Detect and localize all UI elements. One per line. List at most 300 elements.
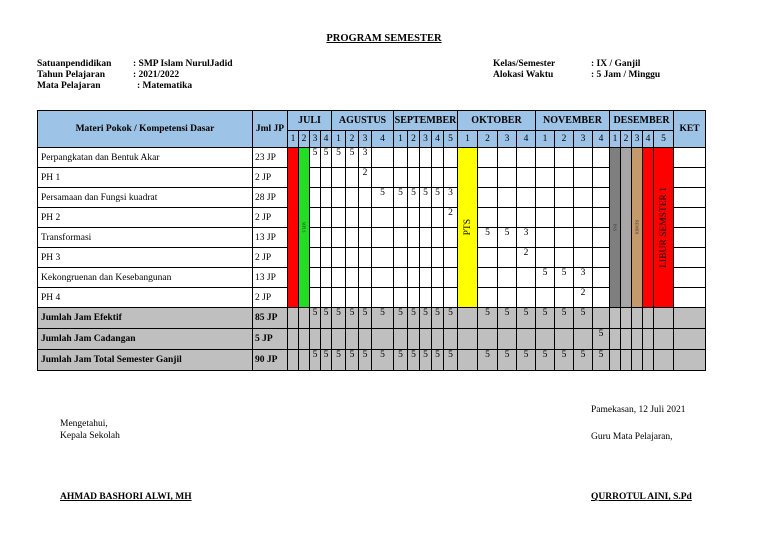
week-cell [517, 168, 536, 188]
week-cell [394, 228, 408, 248]
week-cell [332, 288, 346, 308]
week-header: 3 [420, 131, 432, 148]
week-cell [346, 168, 359, 188]
week-cell [444, 288, 458, 308]
week-cell [359, 228, 372, 248]
summary-week-cell: 5 [593, 350, 610, 371]
table-row [38, 248, 706, 268]
week-cell [420, 168, 432, 188]
week-cell [420, 148, 432, 168]
info-label: Alokasi Waktu [493, 70, 554, 80]
week-header: 3 [632, 131, 643, 148]
info-value: : SMP Islam NurulJadid [133, 59, 233, 69]
summary-week-cell: 5 [593, 329, 610, 350]
month-header-row [38, 111, 706, 131]
summary-week-cell [654, 308, 674, 329]
summary-week-cell: 5 [536, 308, 555, 329]
summary-week-cell: 5 [346, 350, 359, 371]
ket-cell [674, 228, 706, 248]
summary-week-cell [321, 329, 332, 350]
summary-label: Jumlah Jam Total Semester Ganjil [38, 350, 253, 371]
week-cell [555, 248, 574, 268]
week-header: 5 [444, 131, 458, 148]
week-header: 4 [321, 131, 332, 148]
summary-week-cell: 5 [498, 350, 517, 371]
info-right [493, 59, 660, 81]
summary-row [38, 350, 706, 371]
week-cell [346, 248, 359, 268]
summary-label: Jumlah Jam Cadangan [38, 329, 253, 350]
week-cell [498, 168, 517, 188]
summary-week-cell: 5 [332, 350, 346, 371]
week-cell [432, 208, 444, 228]
week-cell [420, 248, 432, 268]
week-header: 1 [610, 131, 621, 148]
week-header: 2 [408, 131, 420, 148]
month-header: AGUSTUS [332, 111, 394, 131]
week-cell [420, 288, 432, 308]
week-header: 5 [654, 131, 674, 148]
summary-week-cell [288, 308, 299, 329]
activity-column-yellow [458, 148, 478, 308]
week-header: 4 [432, 131, 444, 148]
week-cell [310, 288, 321, 308]
week-header: 2 [478, 131, 498, 148]
week-cell: 2 [517, 248, 536, 268]
week-cell [498, 248, 517, 268]
week-cell [321, 228, 332, 248]
summary-week-cell: 5 [420, 350, 432, 371]
summary-row [38, 308, 706, 329]
libur-label: LIBUR SEMSTER 1 [658, 187, 669, 268]
jml-cell: 2 JP [253, 208, 288, 228]
week-cell [498, 268, 517, 288]
week-cell [332, 208, 346, 228]
week-header: 1 [288, 131, 299, 148]
week-cell [517, 288, 536, 308]
week-cell [517, 188, 536, 208]
summary-week-cell: 5 [478, 308, 498, 329]
date-line: Pamekasan, 12 Juli 2021 [591, 405, 686, 415]
month-header: JULI [288, 111, 332, 131]
summary-week-cell [394, 329, 408, 350]
summary-ket-cell [674, 350, 706, 371]
summary-week-cell: 5 [346, 308, 359, 329]
week-cell [444, 248, 458, 268]
activity-column-green [299, 148, 310, 308]
week-cell [478, 168, 498, 188]
week-cell [332, 168, 346, 188]
week-cell [593, 208, 610, 228]
summary-week-cell [632, 350, 643, 371]
month-header: DESEMBER [610, 111, 674, 131]
week-cell [478, 148, 498, 168]
week-cell [372, 208, 394, 228]
summary-week-cell: 5 [498, 308, 517, 329]
right-signer-name: QURROTUL AINI, S.Pd [591, 492, 692, 502]
week-cell [574, 208, 593, 228]
week-cell [517, 208, 536, 228]
info-label: Mata Pelajaran [37, 81, 101, 91]
summary-week-cell [574, 329, 593, 350]
week-cell [321, 188, 332, 208]
week-cell: 5 [420, 188, 432, 208]
week-cell [310, 168, 321, 188]
materi-cell: Persamaan dan Fungsi kuadrat [38, 188, 253, 208]
materi-cell: PH 4 [38, 288, 253, 308]
pts-label: PTS [462, 219, 473, 236]
summary-week-cell: 5 [359, 350, 372, 371]
table-row [38, 268, 706, 288]
week-cell [321, 268, 332, 288]
week-cell: 5 [478, 228, 498, 248]
week-cell [593, 188, 610, 208]
jml-cell: 13 JP [253, 268, 288, 288]
summary-week-cell [632, 308, 643, 329]
summary-week-cell: 5 [517, 350, 536, 371]
week-cell [574, 188, 593, 208]
summary-week-cell [654, 329, 674, 350]
summary-week-cell: 5 [310, 308, 321, 329]
week-cell: 5 [408, 188, 420, 208]
week-header: 1 [332, 131, 346, 148]
jml-cell: 28 JP [253, 188, 288, 208]
week-cell [346, 208, 359, 228]
table-row [38, 148, 706, 168]
week-header: 2 [299, 131, 310, 148]
summary-week-cell: 5 [517, 308, 536, 329]
summary-week-cell: 5 [536, 350, 555, 371]
jml-cell: 2 JP [253, 168, 288, 188]
week-cell [408, 268, 420, 288]
summary-week-cell [288, 329, 299, 350]
week-cell [498, 188, 517, 208]
week-cell [536, 148, 555, 168]
ket-cell [674, 148, 706, 168]
table-row [38, 208, 706, 228]
jml-cell: 2 JP [253, 248, 288, 268]
week-cell [359, 288, 372, 308]
week-cell [593, 248, 610, 268]
week-cell [394, 248, 408, 268]
week-cell [555, 188, 574, 208]
week-cell [517, 268, 536, 288]
week-cell [408, 248, 420, 268]
ket-cell [674, 168, 706, 188]
week-cell [321, 208, 332, 228]
summary-label: Jumlah Jam Efektif [38, 308, 253, 329]
pas-label: PAS [612, 224, 618, 231]
week-header: 2 [346, 131, 359, 148]
week-cell [372, 288, 394, 308]
page-title: PROGRAM SEMESTER [326, 33, 442, 44]
week-cell [478, 268, 498, 288]
info-value: : 5 Jam / Minggu [591, 70, 661, 80]
week-cell [498, 208, 517, 228]
summary-week-cell [478, 329, 498, 350]
week-cell [346, 228, 359, 248]
summary-week-cell [643, 329, 654, 350]
materi-cell: Kekongruenan dan Kesebangunan [38, 268, 253, 288]
info-label: Tahun Pelajaran [37, 70, 106, 80]
jml-cell: 13 JP [253, 228, 288, 248]
week-cell: 2 [359, 168, 372, 188]
week-cell [432, 268, 444, 288]
summary-week-cell: 5 [372, 350, 394, 371]
left-line1: Mengetahui, [60, 419, 108, 429]
week-cell [332, 188, 346, 208]
summary-week-cell [643, 350, 654, 371]
week-cell [420, 268, 432, 288]
ket-cell [674, 188, 706, 208]
month-header: OKTOBER [458, 111, 536, 131]
week-cell [444, 268, 458, 288]
week-cell [555, 208, 574, 228]
week-cell [408, 288, 420, 308]
week-cell: 5 [432, 188, 444, 208]
week-cell [478, 188, 498, 208]
summary-week-cell [536, 329, 555, 350]
summary-week-cell: 5 [310, 350, 321, 371]
week-cell [536, 188, 555, 208]
summary-week-cell [632, 329, 643, 350]
summary-week-cell: 5 [420, 308, 432, 329]
summary-week-cell [458, 350, 478, 371]
week-cell: 5 [310, 148, 321, 168]
summary-week-cell: 5 [394, 350, 408, 371]
week-cell [394, 288, 408, 308]
week-cell: 5 [394, 188, 408, 208]
week-cell [310, 228, 321, 248]
summary-week-cell: 5 [555, 308, 574, 329]
week-cell [432, 228, 444, 248]
week-cell: 5 [332, 148, 346, 168]
summary-week-cell [288, 350, 299, 371]
summary-week-cell [654, 350, 674, 371]
jml-header: Jml JP [253, 111, 288, 148]
table-row [38, 228, 706, 248]
activity-column-red [643, 148, 654, 308]
week-cell [444, 228, 458, 248]
week-cell [408, 148, 420, 168]
week-cell [408, 208, 420, 228]
ket-header: KET [674, 111, 706, 148]
week-cell [432, 288, 444, 308]
summary-week-cell [420, 329, 432, 350]
summary-week-cell [621, 329, 632, 350]
summary-week-cell: 5 [359, 308, 372, 329]
week-cell [372, 168, 394, 188]
week-cell [555, 148, 574, 168]
week-cell [346, 268, 359, 288]
summary-week-cell: 5 [408, 350, 420, 371]
week-cell: 2 [444, 208, 458, 228]
week-header: 3 [574, 131, 593, 148]
week-cell [593, 228, 610, 248]
left-signature-block [60, 418, 120, 442]
week-header: 3 [310, 131, 321, 148]
summary-week-cell [346, 329, 359, 350]
summary-week-cell: 5 [574, 308, 593, 329]
week-cell [555, 288, 574, 308]
summary-jml: 5 JP [253, 329, 288, 350]
summary-week-cell [610, 329, 621, 350]
summary-week-cell [458, 308, 478, 329]
summary-week-cell [299, 350, 310, 371]
summary-week-cell: 5 [394, 308, 408, 329]
table-row [38, 168, 706, 188]
week-cell [444, 168, 458, 188]
week-cell [593, 288, 610, 308]
materi-cell: Perpangkatan dan Bentuk Akar [38, 148, 253, 168]
materi-cell: Transformasi [38, 228, 253, 248]
left-signer-name: AHMAD BASHORI ALWI, MH [60, 492, 192, 502]
week-cell: 5 [498, 228, 517, 248]
summary-week-cell [310, 329, 321, 350]
materi-header: Materi Pokok / Kompetensi Dasar [38, 111, 253, 148]
week-cell [498, 288, 517, 308]
week-cell [372, 268, 394, 288]
week-cell [498, 148, 517, 168]
activity-column-dgray [610, 148, 621, 308]
week-cell [432, 168, 444, 188]
week-cell [310, 268, 321, 288]
week-cell [536, 168, 555, 188]
week-cell: 5 [555, 268, 574, 288]
info-left [37, 59, 233, 92]
week-cell [372, 228, 394, 248]
table-row [38, 288, 706, 308]
summary-week-cell: 5 [372, 308, 394, 329]
summary-week-cell: 5 [321, 308, 332, 329]
week-cell [536, 208, 555, 228]
month-header: NOVEMBER [536, 111, 610, 131]
summary-ket-cell [674, 308, 706, 329]
week-cell [420, 228, 432, 248]
week-cell [593, 148, 610, 168]
week-cell [372, 148, 394, 168]
materi-cell: PH 1 [38, 168, 253, 188]
summary-week-cell [621, 350, 632, 371]
summary-week-cell [372, 329, 394, 350]
ket-cell [674, 288, 706, 308]
week-header: 1 [394, 131, 408, 148]
week-cell: 2 [574, 288, 593, 308]
week-cell [536, 248, 555, 268]
week-cell [359, 188, 372, 208]
activity-column-mgray [621, 148, 632, 308]
info-value: : Matematika [137, 81, 193, 91]
week-cell [536, 228, 555, 248]
week-cell: 5 [536, 268, 555, 288]
left-line2: Kepala Sekolah [60, 431, 120, 441]
activity-column-red [288, 148, 299, 308]
materi-cell: PH 2 [38, 208, 253, 228]
info-value: : IX / Ganjil [591, 59, 641, 69]
right-line: Guru Mata Pelajaran, [591, 432, 673, 442]
week-header: 3 [498, 131, 517, 148]
summary-week-cell: 5 [408, 308, 420, 329]
summary-week-cell: 5 [574, 350, 593, 371]
week-header: 4 [372, 131, 394, 148]
summary-week-cell [359, 329, 372, 350]
week-cell [359, 208, 372, 228]
week-cell [420, 208, 432, 228]
week-cell [536, 288, 555, 308]
info-label: Satuanpendidikan [37, 59, 112, 69]
ket-cell [674, 208, 706, 228]
week-cell [321, 168, 332, 188]
week-cell [332, 248, 346, 268]
week-cell [359, 248, 372, 268]
info-value: : 2021/2022 [133, 70, 180, 80]
summary-week-cell [458, 329, 478, 350]
week-cell [517, 148, 536, 168]
week-cell [310, 188, 321, 208]
week-cell [332, 268, 346, 288]
week-cell [574, 148, 593, 168]
week-header: 4 [517, 131, 536, 148]
summary-week-cell [610, 308, 621, 329]
week-cell [321, 288, 332, 308]
week-cell [408, 228, 420, 248]
week-cell [394, 148, 408, 168]
summary-week-cell: 5 [432, 308, 444, 329]
summary-week-cell [593, 308, 610, 329]
summary-jml: 90 JP [253, 350, 288, 371]
week-cell [408, 168, 420, 188]
week-header: 2 [621, 131, 632, 148]
week-cell [346, 288, 359, 308]
activity-column-red [654, 148, 674, 308]
week-cell [478, 288, 498, 308]
summary-week-cell: 5 [478, 350, 498, 371]
week-cell [555, 228, 574, 248]
activity-column-tan [632, 148, 643, 308]
week-header: 3 [359, 131, 372, 148]
summary-row [38, 329, 706, 350]
summary-week-cell: 5 [555, 350, 574, 371]
week-cell [310, 208, 321, 228]
week-header: 2 [555, 131, 574, 148]
summary-jml: 85 JP [253, 308, 288, 329]
materi-cell: PH 3 [38, 248, 253, 268]
week-cell [432, 148, 444, 168]
info-label: Kelas/Semester [493, 59, 556, 69]
summary-week-cell [498, 329, 517, 350]
week-cell [394, 168, 408, 188]
week-header: 1 [458, 131, 478, 148]
summary-week-cell: 5 [432, 350, 444, 371]
ket-cell [674, 268, 706, 288]
week-cell [478, 208, 498, 228]
jml-cell: 2 JP [253, 288, 288, 308]
remidi-label: REMIDI [634, 220, 640, 235]
week-header: 4 [593, 131, 610, 148]
week-cell [394, 208, 408, 228]
summary-week-cell [610, 350, 621, 371]
week-cell [574, 228, 593, 248]
week-cell [593, 168, 610, 188]
week-header: 1 [536, 131, 555, 148]
summary-week-cell [408, 329, 420, 350]
summary-week-cell: 5 [321, 350, 332, 371]
week-header: 4 [643, 131, 654, 148]
week-cell [394, 268, 408, 288]
week-cell [346, 188, 359, 208]
week-cell: 3 [444, 188, 458, 208]
week-cell: 3 [517, 228, 536, 248]
